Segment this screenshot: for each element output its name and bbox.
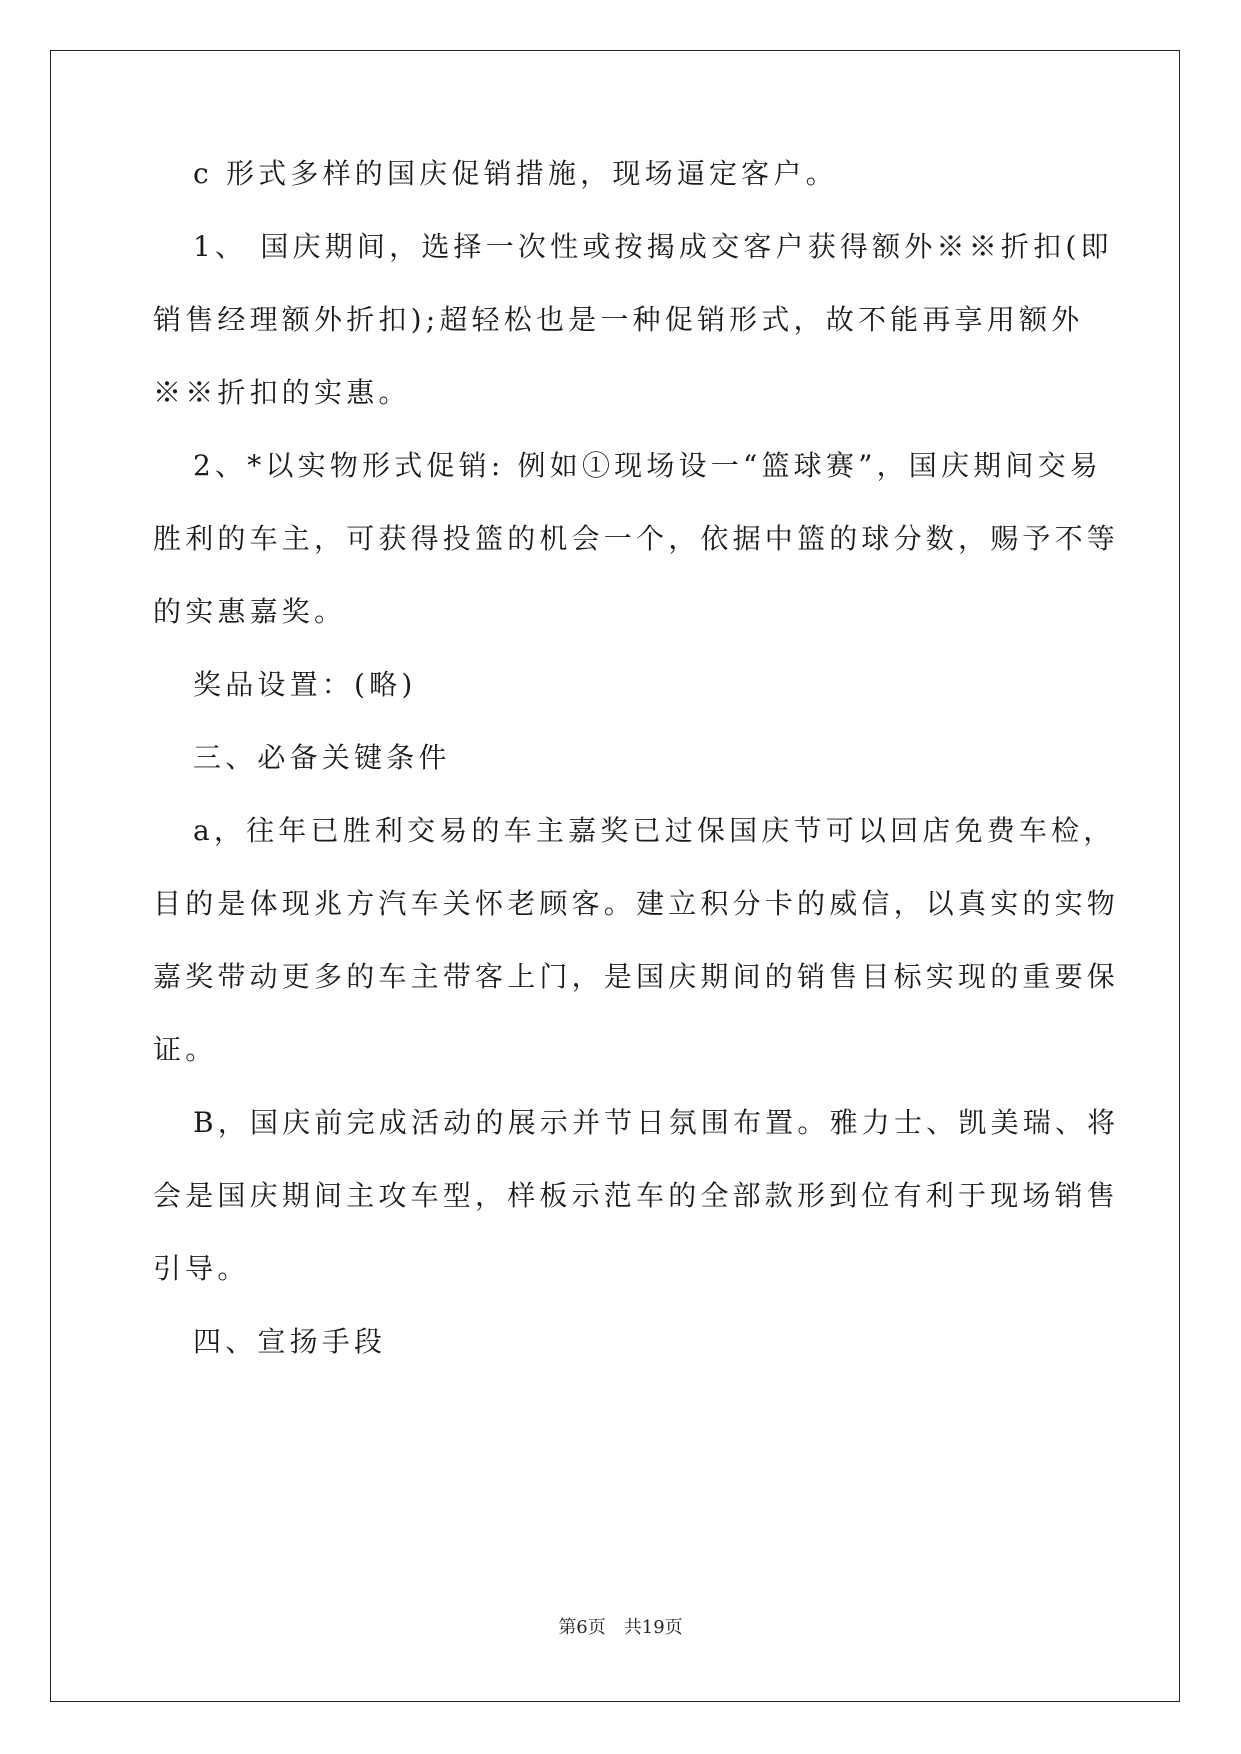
section-heading: 三、必备关键条件 bbox=[193, 741, 451, 774]
paragraph-line: 奖品设置：(略) bbox=[193, 668, 417, 701]
paragraph-line: c 形式多样的国庆促销措施，现场逼定客户。 bbox=[193, 157, 838, 190]
page-border bbox=[50, 50, 1180, 1702]
paragraph-line: B，国庆前完成活动的展示并节日氛围布置。雅力士、凯美瑞、将 bbox=[193, 1106, 1120, 1139]
paragraph-line: 胜利的车主，可获得投篮的机会一个，依据中篮的球分数，赐予不等 bbox=[153, 522, 1120, 555]
paragraph-line: 目的是体现兆方汽车关怀老顾客。建立积分卡的威信，以真实的实物 bbox=[153, 887, 1120, 920]
paragraph-line: 1、 国庆期间，选择一次性或按揭成交客户获得额外※※折扣(即 bbox=[193, 230, 1113, 263]
paragraph-line: a，往年已胜利交易的车主嘉奖已过保国庆节可以回店免费车检， bbox=[193, 814, 1116, 847]
paragraph-line: 2、*以实物形式促销: 例如①现场设一“篮球赛”，国庆期间交易 bbox=[193, 449, 1102, 482]
paragraph-line: 的实惠嘉奖。 bbox=[153, 595, 347, 628]
paragraph-line: 引导。 bbox=[153, 1252, 250, 1285]
paragraph-line: 销售经理额外折扣);超轻松也是一种促销形式，故不能再享用额外 bbox=[153, 303, 1084, 336]
paragraph-line: 嘉奖带动更多的车主带客上门，是国庆期间的销售目标实现的重要保 bbox=[153, 960, 1120, 993]
section-heading: 四、宣扬手段 bbox=[193, 1325, 387, 1358]
page-number: 第6页 共19页 bbox=[558, 1617, 683, 1638]
paragraph-line: 会是国庆期间主攻车型，样板示范车的全部款形到位有利于现场销售 bbox=[153, 1179, 1120, 1212]
paragraph-line: 证。 bbox=[153, 1033, 218, 1066]
paragraph-line: ※※折扣的实惠。 bbox=[153, 376, 411, 409]
